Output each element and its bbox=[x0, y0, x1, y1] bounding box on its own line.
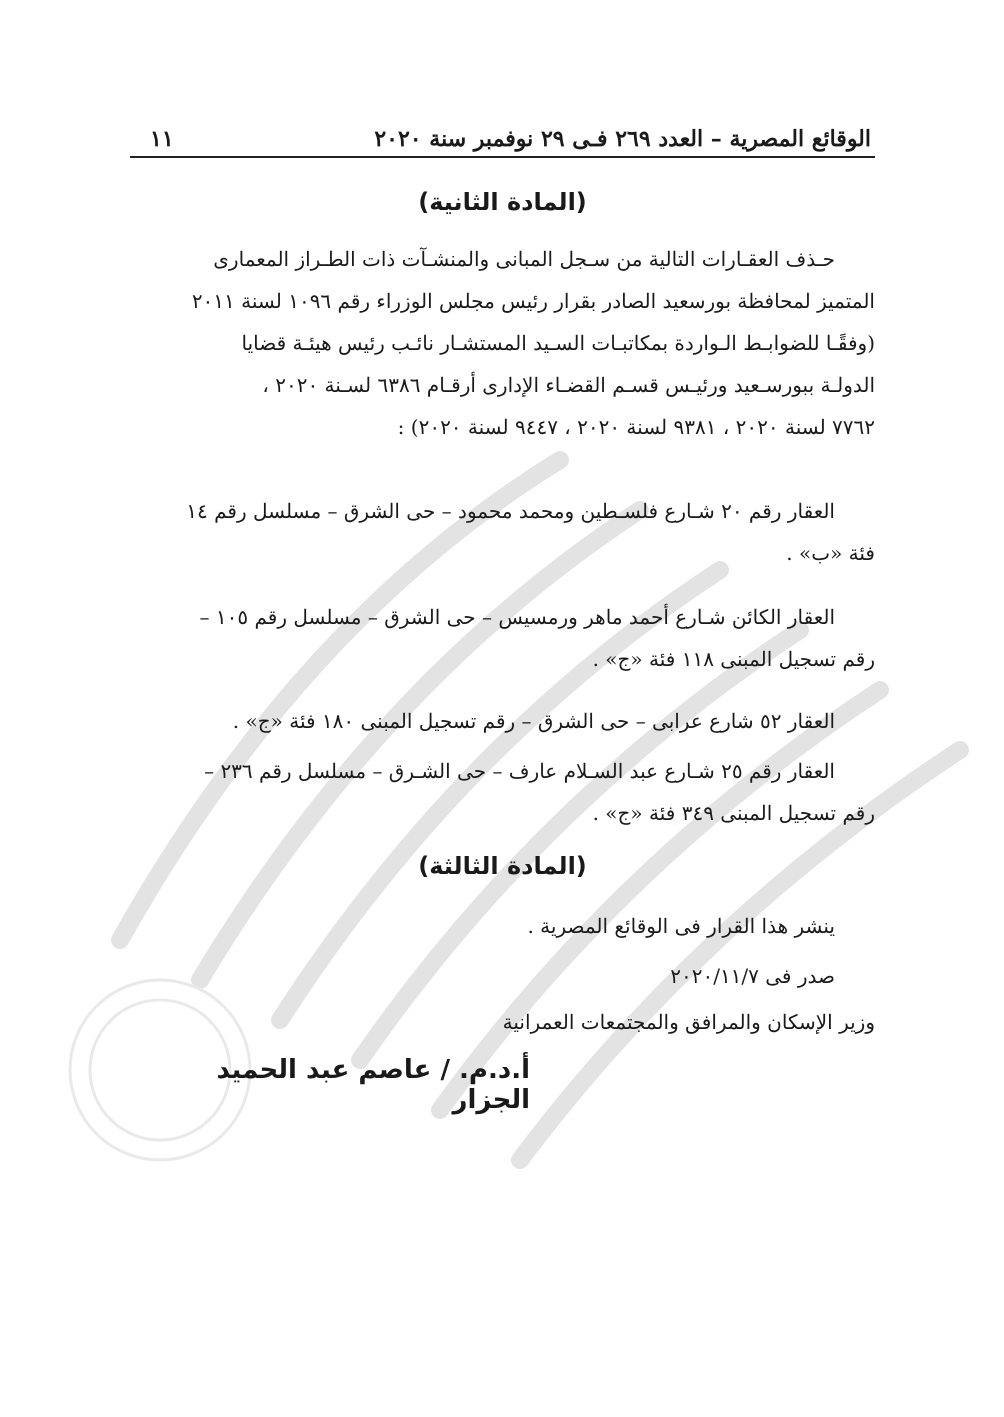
intro-line: (وفقًـا للضوابـط الـواردة بمكاتبـات السـيد المستشـار نائـب رئيس هيئـة قضايا bbox=[241, 331, 875, 355]
intro-line: ٧٧٦٢ لسنة ٢٠٢٠ ، ٩٣٨١ لسنة ٢٠٢٠ ، ٩٤٤٧ لسنة ٢٠٢٠) : bbox=[397, 415, 875, 439]
property-item-2 bbox=[130, 596, 875, 680]
issue-date: صدر فى ٢٠٢٠/١١/٧ bbox=[670, 964, 835, 988]
property-item-3 bbox=[130, 700, 875, 742]
publication-clause: ينشر هذا القرار فى الوقائع المصرية . bbox=[527, 914, 835, 938]
article-two-heading: (المادة الثانية) bbox=[418, 188, 587, 216]
property-line: العقار الكائن شـارع أحمد ماهر ورمسيس – حى الشرق – مسلسل رقم ١٠٥ – bbox=[199, 605, 835, 629]
property-line: العقار رقم ٢٠ شـارع فلسـطين ومحمد محمود – حى الشرق – مسلسل رقم ١٤ bbox=[186, 499, 835, 523]
property-line: رقم تسجيل المبنى ٣٤٩ فئة «ج» . bbox=[592, 801, 875, 825]
signer-title: وزير الإسكان والمرافق والمجتمعات العمرانية bbox=[502, 1010, 875, 1034]
intro-line: حـذف العقـارات التالية من سـجل المبانى والمنشـآت ذات الطـراز المعمارى bbox=[213, 247, 835, 271]
article-three-heading: (المادة الثالثة) bbox=[418, 852, 587, 880]
intro-line: الدولـة ببورسـعيد ورئيـس قسـم القضـاء الإدارى أرقـام ٦٣٨٦ لسـنة ٢٠٢٠ ، bbox=[262, 373, 875, 397]
page-header bbox=[130, 112, 875, 158]
signer-name: أ.د.م. / عاصم عبد الحميد الجزار bbox=[216, 1055, 530, 1115]
property-line: رقم تسجيل المبنى ١١٨ فئة «ج» . bbox=[592, 647, 875, 671]
property-line: العقار ٥٢ شارع عرابى – حى الشرق – رقم تسجيل المبنى ١٨٠ فئة «ج» . bbox=[232, 709, 835, 733]
page-number: ١١ bbox=[150, 126, 174, 152]
document-page bbox=[130, 0, 875, 1417]
property-line: فئة «ب» . bbox=[786, 541, 875, 565]
header-title: الوقائع المصرية – العدد ٢٦٩ فـى ٢٩ نوفمبر سنة ٢٠٢٠ bbox=[374, 126, 871, 152]
article-three-body bbox=[130, 905, 875, 997]
property-item-4 bbox=[130, 750, 875, 834]
property-item-1 bbox=[130, 490, 875, 574]
intro-line: المتميز لمحافظة بورسعيد الصادر بقرار رئيس مجلس الوزراء رقم ١٠٩٦ لسنة ٢٠١١ bbox=[191, 289, 875, 313]
property-line: العقار رقم ٢٥ شـارع عبد السـلام عارف – حى الشـرق – مسلسل رقم ٢٣٦ – bbox=[204, 759, 835, 783]
article-two-intro bbox=[130, 238, 875, 448]
